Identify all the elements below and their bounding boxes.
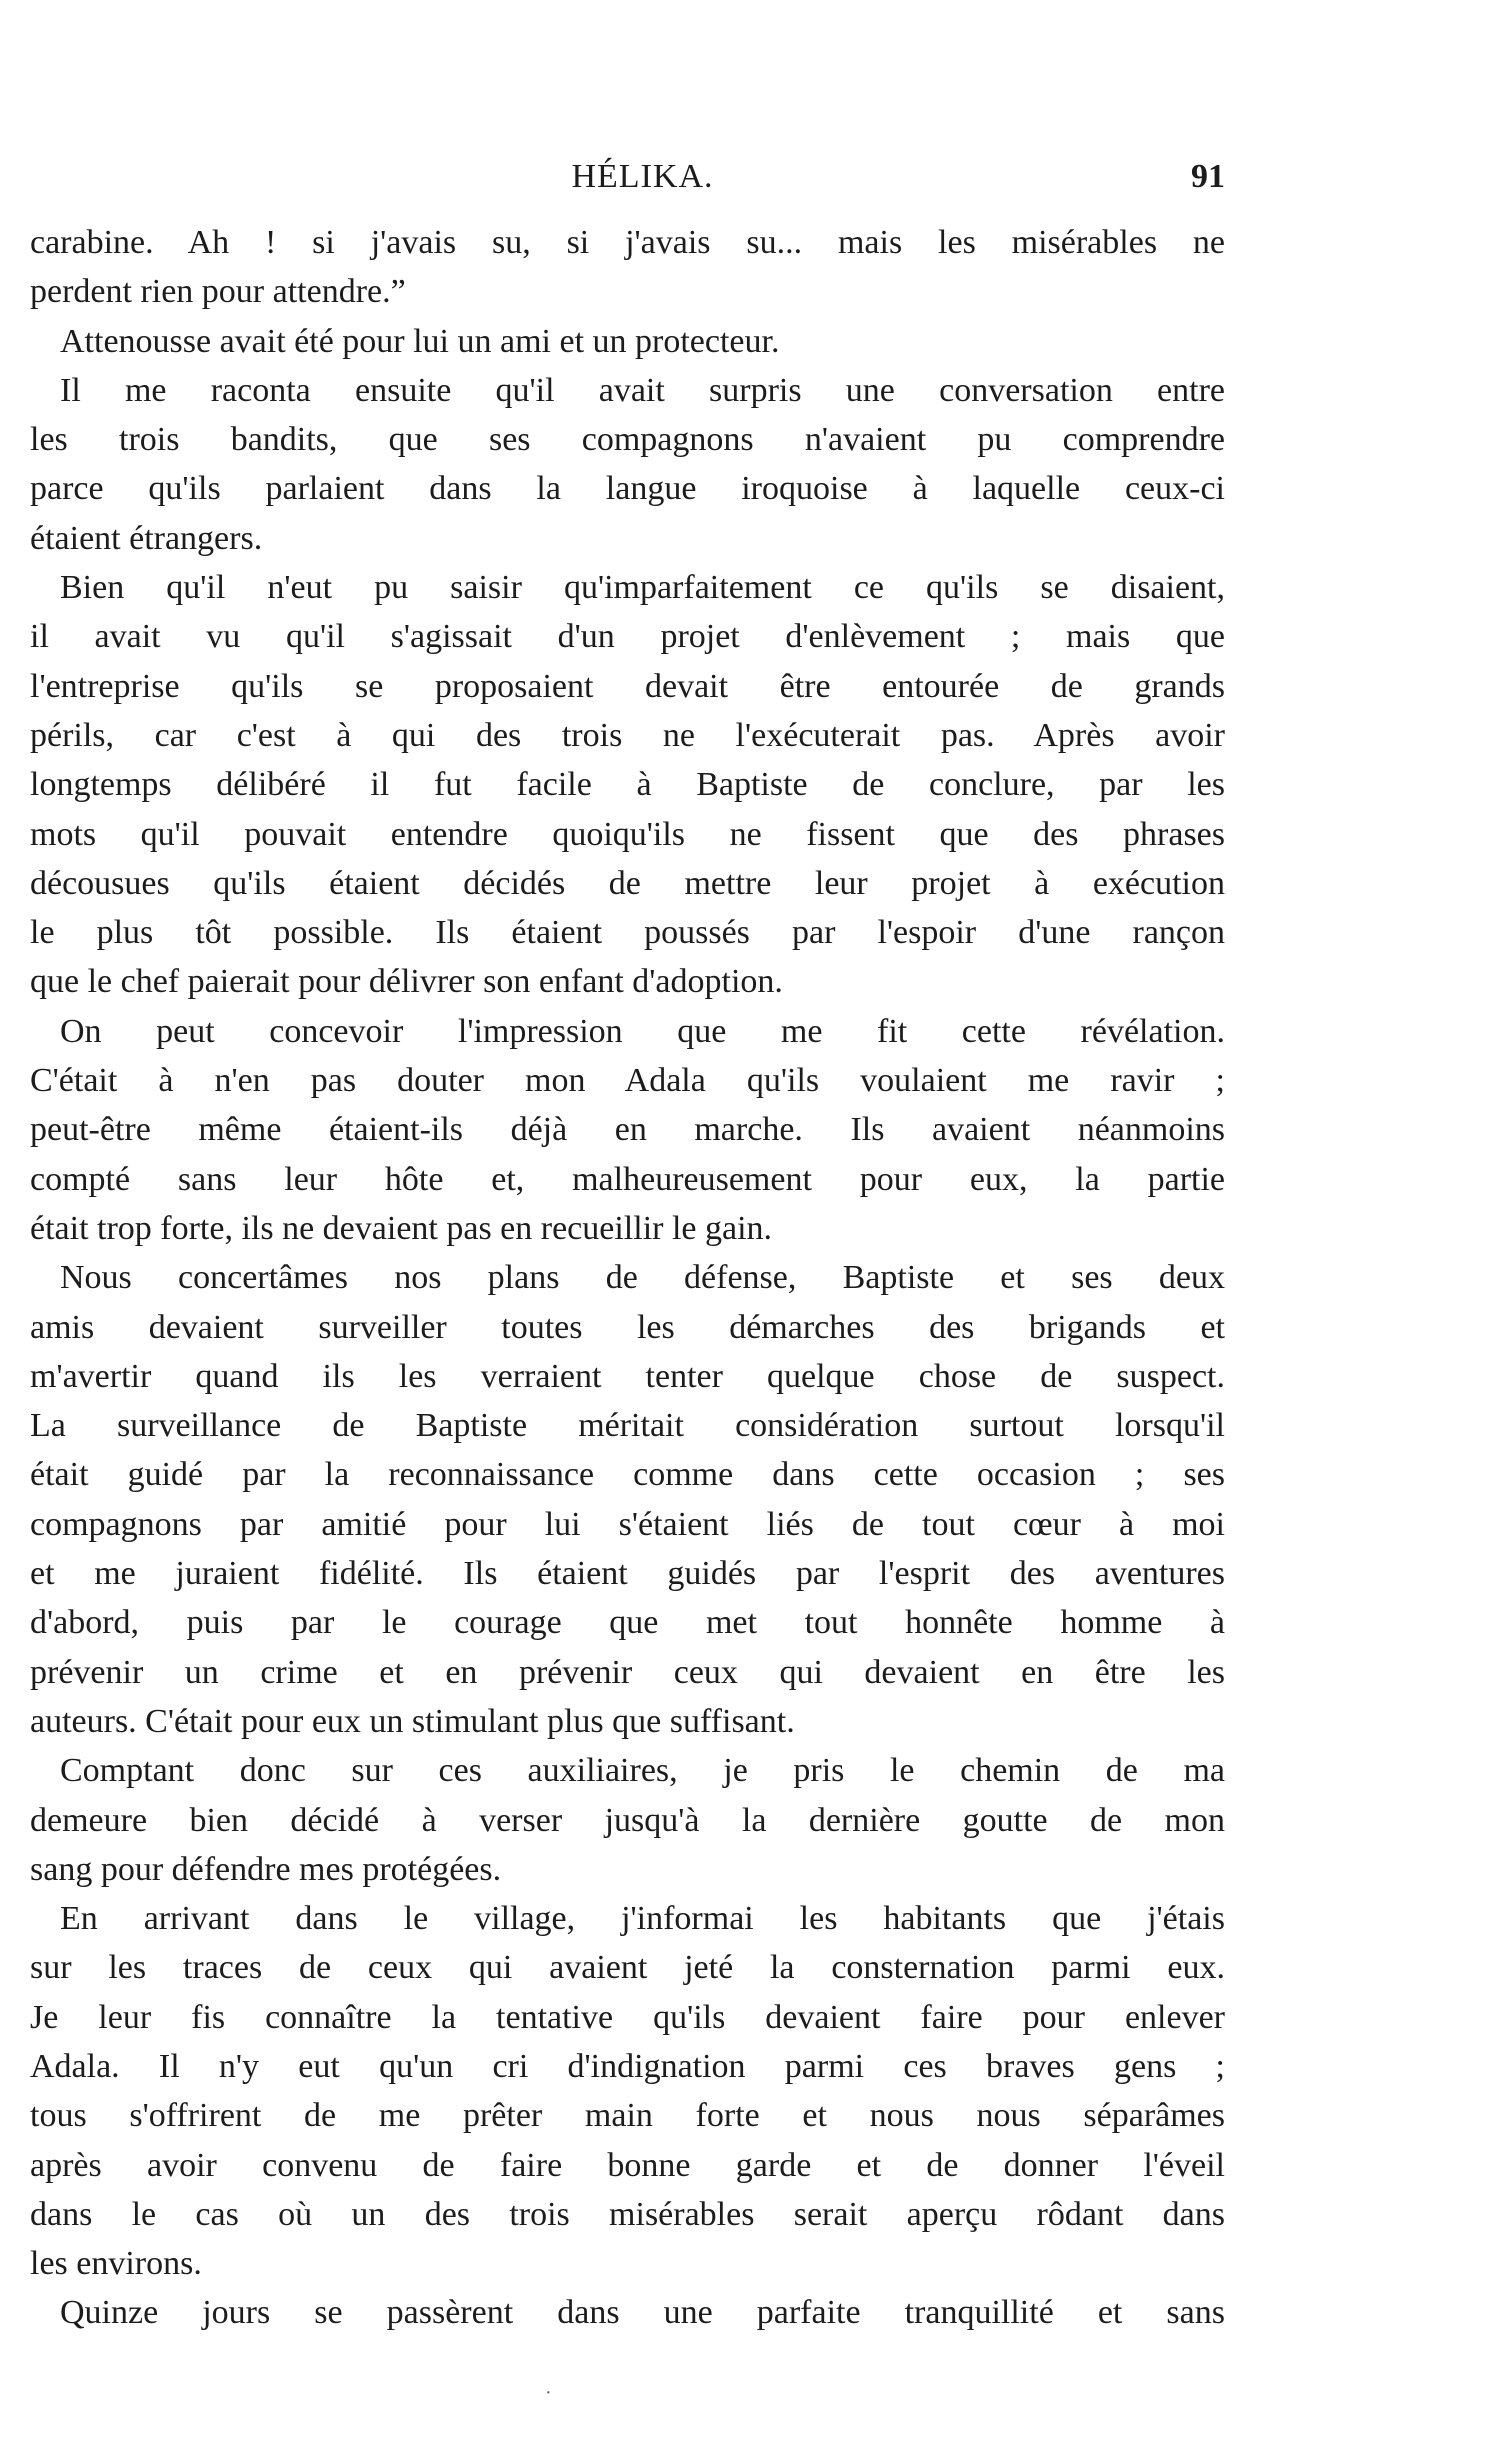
text-line: On peut concevoir l'impression que me fit cette révélation. xyxy=(60,1012,1225,1050)
text-line: il avait vu qu'il s'agissait d'un projet d'enlèvement ; mais que xyxy=(30,618,1225,656)
text-line: Adala. Il n'y eut qu'un cri d'indignation parmi ces braves gens ; xyxy=(30,2047,1225,2085)
text-line: Quinze jours se passèrent dans une parfaite tranquillité et sans xyxy=(60,2294,1225,2332)
running-title: HÉLIKA. xyxy=(571,158,714,195)
text-line: mots qu'il pouvait entendre quoiqu'ils ne fissent que des phrases xyxy=(30,815,1225,853)
text-line: Bien qu'il n'eut pu saisir qu'imparfaitement ce qu'ils se disaient, xyxy=(60,569,1225,607)
text-line: C'était à n'en pas douter mon Adala qu'ils voulaient me ravir ; xyxy=(30,1062,1225,1100)
text-line: Comptant donc sur ces auxiliaires, je pris le chemin de ma xyxy=(60,1752,1225,1790)
text-line: Nous concertâmes nos plans de défense, Baptiste et ses deux xyxy=(60,1259,1225,1297)
text-line: En arrivant dans le village, j'informai les habitants que j'étais xyxy=(60,1900,1225,1938)
text-line: carabine. Ah ! si j'avais su, si j'avais su... mais les misérables ne xyxy=(30,224,1225,261)
text-line: étaient étrangers. xyxy=(30,519,263,557)
text-line: le plus tôt possible. Ils étaient poussés par l'espoir d'une rançon xyxy=(30,914,1225,952)
text-line: sur les traces de ceux qui avaient jeté la consternation parmi eux. xyxy=(30,1949,1225,1987)
text-line: perdent rien pour attendre.” xyxy=(30,273,406,311)
text-line: tous s'offrirent de me prêter main forte et nous nous séparâmes xyxy=(30,2097,1225,2135)
text-line: que le chef paierait pour délivrer son enfant d'adoption. xyxy=(30,963,783,1001)
text-line: Attenousse avait été pour lui un ami et un protecteur. xyxy=(60,322,780,360)
text-line: peut-être même étaient-ils déjà en marche. Ils avaient néanmoins xyxy=(30,1111,1225,1149)
text-line: Je leur fis connaître la tentative qu'ils devaient faire pour enlever xyxy=(30,1998,1225,2036)
text-line: dans le cas où un des trois misérables serait aperçu rôdant dans xyxy=(30,2195,1225,2233)
text-line: Il me raconta ensuite qu'il avait surpris une conversation entre xyxy=(60,371,1225,409)
text-line: auteurs. C'était pour eux un stimulant plus que suffisant. xyxy=(30,1702,795,1740)
text-line: longtemps délibéré il fut facile à Baptiste de conclure, par les xyxy=(30,766,1225,804)
text-line: d'abord, puis par le courage que met tout honnête homme à xyxy=(30,1604,1225,1642)
text-line: les trois bandits, que ses compagnons n'avaient pu comprendre xyxy=(30,421,1225,459)
text-line: prévenir un crime et en prévenir ceux qui devaient en être les xyxy=(30,1653,1225,1691)
text-line: et me juraient fidélité. Ils étaient guidés par l'esprit des aventures xyxy=(30,1555,1225,1593)
text-line: La surveillance de Baptiste méritait considération surtout lorsqu'il xyxy=(30,1407,1225,1445)
text-line: amis devaient surveiller toutes les démarches des brigands et xyxy=(30,1308,1225,1346)
text-line: compté sans leur hôte et, malheureusement pour eux, la partie xyxy=(30,1160,1225,1198)
text-line: périls, car c'est à qui des trois ne l'exécuterait pas. Après avoir xyxy=(30,716,1225,754)
page-number: 91 xyxy=(1191,158,1225,195)
page-speck: · xyxy=(545,2382,552,2404)
text-line: compagnons par amitié pour lui s'étaient liés de tout cœur à moi xyxy=(30,1505,1225,1543)
text-line: demeure bien décidé à verser jusqu'à la dernière goutte de mon xyxy=(30,1801,1225,1839)
text-line: les environs. xyxy=(30,2245,202,2283)
body-text xyxy=(30,218,1225,2338)
text-line: parce qu'ils parlaient dans la langue iroquoise à laquelle ceux-ci xyxy=(30,470,1225,508)
text-line: décousues qu'ils étaient décidés de mettre leur projet à exécution xyxy=(30,864,1225,902)
running-head xyxy=(60,158,1225,208)
text-line: l'entreprise qu'ils se proposaient devait être entourée de grands xyxy=(30,667,1225,705)
text-line: était trop forte, ils ne devaient pas en recueillir le gain. xyxy=(30,1209,773,1247)
text-line: m'avertir quand ils les verraient tenter quelque chose de suspect. xyxy=(30,1357,1225,1395)
text-line: était guidé par la reconnaissance comme dans cette occasion ; ses xyxy=(30,1456,1225,1494)
text-line: après avoir convenu de faire bonne garde et de donner l'éveil xyxy=(30,2146,1225,2184)
text-line: sang pour défendre mes protégées. xyxy=(30,1850,502,1888)
